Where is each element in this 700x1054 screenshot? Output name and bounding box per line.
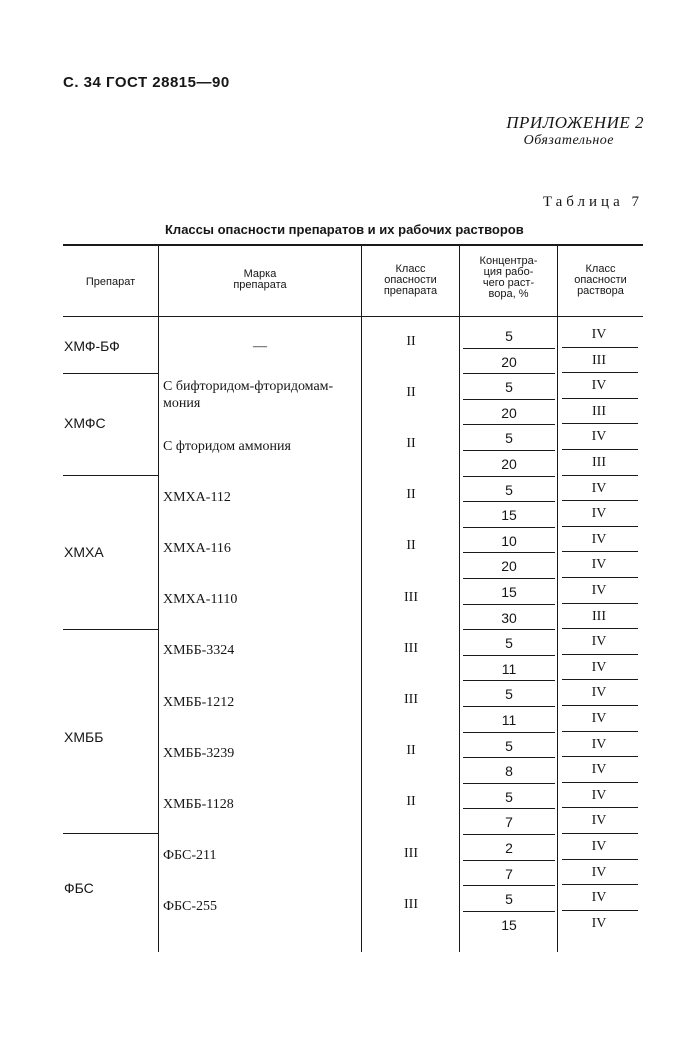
brand-cell: [163, 540, 231, 557]
solution-rule: [562, 705, 638, 706]
concentration-cell: 20: [501, 404, 517, 421]
header-preparation: Препарат: [85, 276, 136, 288]
solution-class-cell: IV: [591, 915, 607, 931]
hazard-class-cell: II: [406, 333, 416, 349]
solution-class-cell: IV: [591, 890, 607, 906]
brand-cell: [163, 642, 234, 659]
brand-cell: [163, 694, 234, 711]
brand-cell: [163, 847, 216, 864]
appendix-subtitle: Обязательное: [523, 133, 614, 148]
solution-rule: [562, 679, 638, 680]
solution-rule: [562, 731, 638, 732]
solution-class-cell: IV: [591, 839, 607, 854]
concentration-rule: [463, 706, 555, 707]
solution-class-cell: IV: [591, 327, 607, 342]
concentration-cell: 11: [501, 660, 517, 677]
concentration-rule: [463, 885, 555, 886]
solution-class-cell: IV: [591, 813, 607, 829]
hazard-class-cell: II: [406, 384, 416, 400]
preparation-cell: ФБС: [64, 880, 94, 896]
solution-class-cell: IV: [591, 531, 607, 547]
brand-line: ФБС-255: [163, 899, 218, 915]
solution-rule: [562, 756, 638, 757]
concentration-cell: 5: [505, 430, 513, 447]
table-caption: Классы опасности препаратов и их рабочих растворов: [165, 222, 524, 237]
solution-class-cell: IV: [591, 762, 607, 778]
solution-rule: [562, 577, 638, 578]
hazard-class-cell: III: [404, 845, 418, 861]
concentration-rule: [463, 808, 555, 809]
concentration-cell: 20: [501, 456, 517, 472]
solution-rule: [562, 782, 638, 783]
concentration-rule: [463, 527, 555, 528]
concentration-rule: [463, 450, 555, 451]
solution-rule: [562, 603, 638, 604]
hazard-class-cell: III: [404, 896, 418, 912]
brand-line: ХМББ-1128: [163, 796, 234, 812]
brand-cell: [163, 796, 234, 813]
concentration-rule: [463, 732, 555, 733]
solution-rule: [562, 884, 638, 885]
concentration-rule: [463, 834, 555, 835]
solution-rule: [562, 654, 638, 655]
solution-class-cell: IV: [591, 480, 607, 496]
solution-class-cell: IV: [591, 634, 607, 650]
brand-line: ФБС-211: [163, 848, 217, 864]
header-hazard-class: Класс опасности препарата: [383, 263, 438, 297]
concentration-rule: [463, 348, 555, 349]
concentration-rule: [463, 604, 555, 605]
solution-rule: [562, 398, 638, 399]
hazard-class-cell: III: [404, 589, 418, 605]
concentration-cell: 5: [505, 481, 513, 498]
concentration-cell: 2: [505, 840, 513, 856]
table-label: Таблица 7: [542, 194, 643, 210]
solution-class-cell: IV: [591, 864, 607, 880]
solution-rule: [562, 910, 638, 911]
brand-line: ХМББ-1212: [163, 694, 235, 710]
brand-cell: [163, 438, 291, 455]
page-header: С. 34 ГОСТ 28815—90: [63, 74, 230, 91]
concentration-cell: 20: [501, 353, 517, 370]
hazard-class-cell: II: [406, 487, 416, 503]
solution-class-cell: IV: [591, 659, 607, 675]
group-separator: [63, 629, 158, 630]
solution-rule: [562, 859, 638, 860]
hazard-class-cell: II: [406, 794, 416, 810]
brand-line: С фторидом аммония: [163, 438, 291, 454]
brand-cell: [163, 489, 231, 506]
solution-rule: [562, 500, 638, 501]
solution-rule: [562, 347, 638, 348]
solution-class-cell: III: [592, 403, 606, 419]
concentration-cell: 8: [505, 763, 513, 780]
group-separator: [63, 475, 158, 476]
brand-line: С бифторидом-фторидомам-: [163, 378, 334, 394]
concentration-rule: [463, 655, 555, 656]
concentration-cell: 15: [501, 916, 517, 933]
brand-line: ХМББ-3239: [163, 745, 235, 761]
solution-rule: [562, 551, 638, 552]
concentration-cell: 5: [505, 686, 513, 703]
concentration-rule: [463, 578, 555, 579]
solution-class-cell: IV: [591, 378, 607, 394]
solution-class-cell: IV: [591, 429, 607, 445]
solution-class-cell: IV: [591, 711, 607, 726]
hazard-class-cell: III: [404, 640, 418, 656]
header-concentration: Концентра- ция рабо- чего раст- вора, %: [479, 255, 538, 300]
concentration-rule: [463, 552, 555, 553]
brand-line: ХМХА-116: [163, 540, 231, 556]
hazard-class-cell: III: [404, 692, 418, 707]
brand-cell: [163, 898, 217, 915]
concentration-rule: [463, 629, 555, 630]
brand-line: мония: [163, 395, 201, 411]
solution-rule: [562, 449, 638, 450]
concentration-rule: [463, 911, 555, 912]
preparation-cell: ХМФС: [64, 415, 106, 431]
solution-rule: [562, 526, 638, 527]
concentration-cell: 30: [501, 609, 517, 626]
solution-rule: [562, 475, 638, 476]
concentration-rule: [463, 783, 555, 784]
solution-class-cell: IV: [591, 557, 607, 573]
solution-rule: [562, 372, 638, 373]
concentration-cell: 5: [505, 891, 513, 908]
hazard-class-cell: II: [406, 743, 416, 759]
brand-cell: —: [253, 338, 267, 354]
brand-line: ХМХА-1110: [163, 592, 238, 608]
solution-class-cell: IV: [591, 787, 607, 803]
concentration-rule: [463, 399, 555, 400]
concentration-cell: 15: [501, 507, 517, 524]
brand-cell: [163, 591, 237, 608]
solution-class-cell: IV: [591, 736, 607, 752]
concentration-rule: [463, 757, 555, 758]
concentration-cell: 5: [505, 635, 513, 652]
concentration-cell: 20: [501, 558, 517, 575]
concentration-rule: [463, 373, 555, 374]
brand-line: ХМХА-112: [163, 489, 231, 505]
preparation-cell: ХМХА: [64, 544, 104, 560]
concentration-rule: [463, 680, 555, 681]
group-separator: [63, 373, 158, 374]
solution-class-cell: IV: [591, 506, 607, 522]
concentration-cell: 5: [505, 788, 513, 805]
concentration-cell: 7: [505, 814, 513, 831]
preparation-cell: ХМФ-БФ: [64, 338, 120, 354]
concentration-cell: 5: [505, 737, 513, 754]
concentration-cell: 5: [505, 379, 513, 396]
concentration-rule: [463, 501, 555, 502]
brand-cell: [163, 378, 333, 412]
concentration-cell: 11: [501, 712, 517, 728]
concentration-cell: 15: [501, 584, 517, 600]
concentration-rule: [463, 476, 555, 477]
solution-class-cell: III: [592, 608, 606, 624]
concentration-cell: 5: [505, 328, 513, 344]
hazard-class-cell: II: [406, 538, 416, 554]
solution-rule: [562, 833, 638, 834]
concentration-rule: [463, 424, 555, 425]
solution-class-cell: IV: [591, 685, 607, 701]
solution-class-cell: IV: [591, 583, 607, 598]
header-bottom-rule: [63, 316, 643, 317]
header-brand: Марка препарата: [233, 268, 287, 291]
hazard-class-cell: II: [406, 436, 416, 451]
column-divider: [557, 246, 558, 952]
preparation-cell: ХМББ: [64, 729, 104, 745]
group-separator: [63, 833, 158, 834]
header-solution-class: Класс опасности раствора: [574, 263, 627, 297]
table-top-rule: [63, 244, 643, 246]
concentration-cell: 10: [501, 532, 517, 549]
solution-rule: [562, 423, 638, 424]
brand-cell: [163, 745, 234, 762]
brand-line: ХМББ-3324: [163, 643, 235, 659]
solution-rule: [562, 807, 638, 808]
solution-class-cell: III: [592, 455, 606, 470]
appendix-title: ПРИЛОЖЕНИЕ 2: [506, 113, 644, 132]
concentration-cell: 7: [505, 865, 513, 882]
solution-rule: [562, 628, 638, 629]
concentration-rule: [463, 860, 555, 861]
solution-class-cell: III: [592, 352, 606, 368]
